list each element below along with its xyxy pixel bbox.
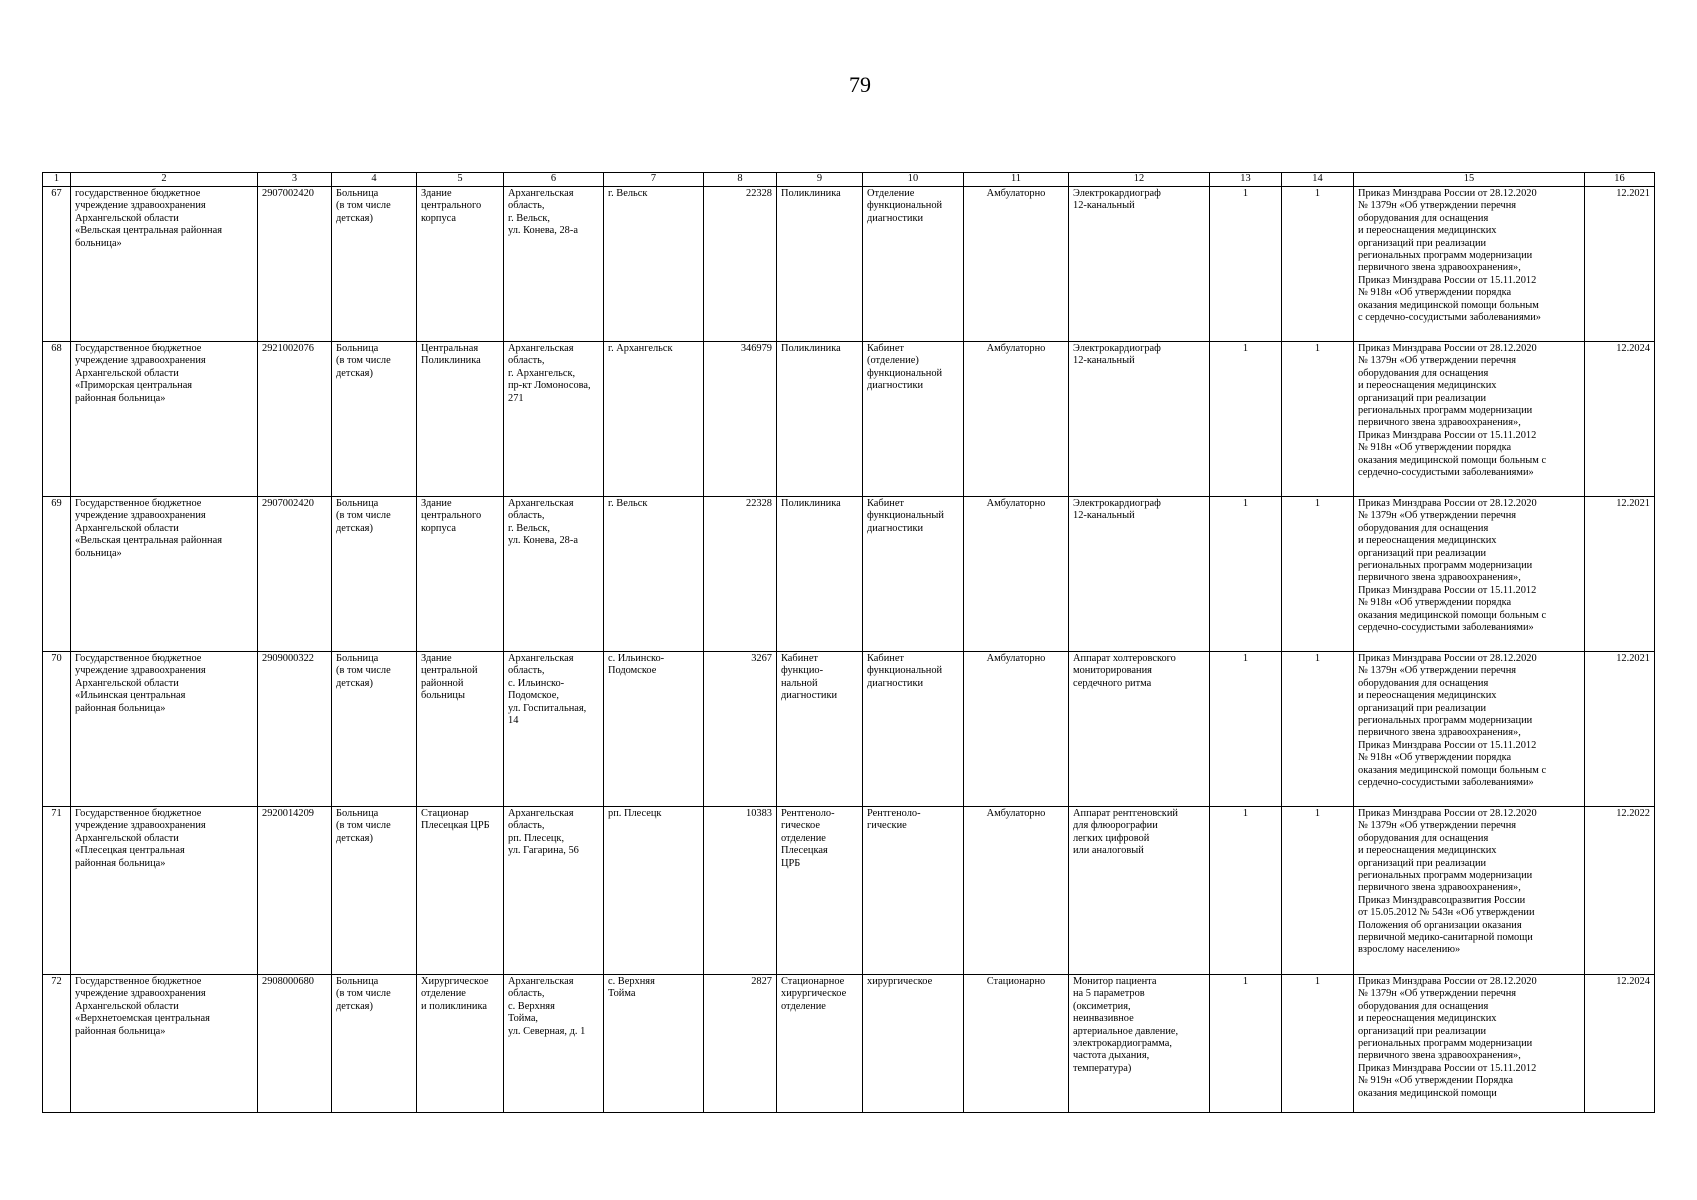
delivery-date: 12.2021 xyxy=(1585,187,1655,342)
row-number: 68 xyxy=(43,342,71,497)
building-name: Здание центральной районной больницы xyxy=(417,652,504,807)
equipment-name: Аппарат холтеровского мониторирования сердечного ритма xyxy=(1069,652,1210,807)
building-name: Хирургическое отделение и поликлиника xyxy=(417,975,504,1113)
quantity-col13: 1 xyxy=(1210,652,1282,807)
equipment-register-table xyxy=(42,172,1655,1113)
department: Кабинет функциональной диагностики xyxy=(863,652,964,807)
row-number: 70 xyxy=(43,652,71,807)
inn-code: 2909000322 xyxy=(258,652,332,807)
quantity-col14: 1 xyxy=(1282,187,1354,342)
column-header: 12 xyxy=(1069,173,1210,187)
inn-code: 2907002420 xyxy=(258,187,332,342)
population: 22328 xyxy=(704,497,777,652)
building-name: Стационар Плесецкая ЦРБ xyxy=(417,807,504,975)
delivery-date: 12.2022 xyxy=(1585,807,1655,975)
organization-name: Государственное бюджетное учреждение здравоохранения Архангельской области «Плесецкая центральная районная больница» xyxy=(71,807,258,975)
column-header: 10 xyxy=(863,173,964,187)
column-header: 7 xyxy=(604,173,704,187)
equipment-name: Электрокардиограф 12-канальный xyxy=(1069,497,1210,652)
column-header: 6 xyxy=(504,173,604,187)
address: Архангельская область, с. Верхняя Тойма, ул. Северная, д. 1 xyxy=(504,975,604,1113)
structural-unit: Рентгеноло- гическое отделение Плесецкая ЦРБ xyxy=(777,807,863,975)
locality: с. Ильинско- Подомское xyxy=(604,652,704,807)
column-header: 1 xyxy=(43,173,71,187)
address: Архангельская область, с. Ильинско- Подомское, ул. Госпитальная, 14 xyxy=(504,652,604,807)
locality: г. Архангельск xyxy=(604,342,704,497)
delivery-date: 12.2021 xyxy=(1585,497,1655,652)
quantity-col14: 1 xyxy=(1282,975,1354,1113)
column-header: 16 xyxy=(1585,173,1655,187)
department: Кабинет (отделение) функциональной диагностики xyxy=(863,342,964,497)
facility-type: Больница (в том числе детская) xyxy=(332,497,417,652)
row-number: 69 xyxy=(43,497,71,652)
quantity-col14: 1 xyxy=(1282,652,1354,807)
legal-basis: Приказ Минздрава России от 28.12.2020 № 1379н «Об утверждении перечня оборудования для оснащения и переоснащения медицинских организаций при реализации региональных программ модернизации первичного звена здравоохранения», Приказ Минздравсоцразвития России от 15.05.2012 № 543н «Об утверждении Положения об организации оказания первичной медико-санитарной помощи взрослому населению» xyxy=(1354,807,1585,975)
inn-code: 2920014209 xyxy=(258,807,332,975)
facility-type: Больница (в том числе детская) xyxy=(332,187,417,342)
table-row xyxy=(43,807,1655,975)
legal-basis: Приказ Минздрава России от 28.12.2020 № 1379н «Об утверждении перечня оборудования для оснащения и переоснащения медицинских организаций при реализации региональных программ модернизации первичного звена здравоохранения», Приказ Минздрава России от 15.11.2012 № 918н «Об утверждении порядка оказания медицинской помощи больным с сердечно-сосудистыми заболеваниями» xyxy=(1354,497,1585,652)
page-number: 79 xyxy=(849,72,871,97)
legal-basis: Приказ Минздрава России от 28.12.2020 № 1379н «Об утверждении перечня оборудования для оснащения и переоснащения медицинских организаций при реализации региональных программ модернизации первичного звена здравоохранения», Приказ Минздрава России от 15.11.2012 № 918н «Об утверждении порядка оказания медицинской помощи больным с сердечно-сосудистыми заболеваниями» xyxy=(1354,342,1585,497)
care-mode: Амбулаторно xyxy=(964,652,1069,807)
structural-unit: Стационарное хирургическое отделение xyxy=(777,975,863,1113)
column-header: 3 xyxy=(258,173,332,187)
locality: г. Вельск xyxy=(604,187,704,342)
column-header: 14 xyxy=(1282,173,1354,187)
quantity-col13: 1 xyxy=(1210,342,1282,497)
inn-code: 2921002076 xyxy=(258,342,332,497)
legal-basis: Приказ Минздрава России от 28.12.2020 № 1379н «Об утверждении перечня оборудования для оснащения и переоснащения медицинских организаций при реализации региональных программ модернизации первичного звена здравоохранения», Приказ Минздрава России от 15.11.2012 № 918н «Об утверждении порядка оказания медицинской помощи больным с сердечно-сосудистыми заболеваниями» xyxy=(1354,187,1585,342)
population: 22328 xyxy=(704,187,777,342)
organization-name: Государственное бюджетное учреждение здравоохранения Архангельской области «Вельская центральная районная больница» xyxy=(71,497,258,652)
table-row xyxy=(43,652,1655,807)
row-number: 71 xyxy=(43,807,71,975)
delivery-date: 12.2021 xyxy=(1585,652,1655,807)
address: Архангельская область, г. Вельск, ул. Конева, 28-а xyxy=(504,497,604,652)
quantity-col13: 1 xyxy=(1210,187,1282,342)
equipment-name: Электрокардиограф 12-канальный xyxy=(1069,187,1210,342)
locality: с. Верхняя Тойма xyxy=(604,975,704,1113)
table-row xyxy=(43,342,1655,497)
inn-code: 2908000680 xyxy=(258,975,332,1113)
address: Архангельская область, г. Вельск, ул. Конева, 28-а xyxy=(504,187,604,342)
column-header: 15 xyxy=(1354,173,1585,187)
organization-name: государственное бюджетное учреждение здравоохранения Архангельской области «Вельская центральная районная больница» xyxy=(71,187,258,342)
care-mode: Амбулаторно xyxy=(964,807,1069,975)
quantity-col13: 1 xyxy=(1210,975,1282,1113)
equipment-name: Монитор пациента на 5 параметров (оксиметрия, неинвазивное артериальное давление, электрокардиограмма, частота дыхания, температура) xyxy=(1069,975,1210,1113)
care-mode: Амбулаторно xyxy=(964,187,1069,342)
row-number: 67 xyxy=(43,187,71,342)
care-mode: Амбулаторно xyxy=(964,497,1069,652)
department: Рентгеноло- гические xyxy=(863,807,964,975)
structural-unit: Кабинет функцио- нальной диагностики xyxy=(777,652,863,807)
department: хирургическое xyxy=(863,975,964,1113)
column-header: 5 xyxy=(417,173,504,187)
delivery-date: 12.2024 xyxy=(1585,975,1655,1113)
building-name: Здание центрального корпуса xyxy=(417,497,504,652)
structural-unit: Поликлиника xyxy=(777,497,863,652)
equipment-name: Электрокардиограф 12-канальный xyxy=(1069,342,1210,497)
facility-type: Больница (в том числе детская) xyxy=(332,807,417,975)
column-header: 4 xyxy=(332,173,417,187)
population: 346979 xyxy=(704,342,777,497)
population: 2827 xyxy=(704,975,777,1113)
department: Отделение функциональной диагностики xyxy=(863,187,964,342)
department: Кабинет функциональный диагностики xyxy=(863,497,964,652)
table-row xyxy=(43,497,1655,652)
column-header: 9 xyxy=(777,173,863,187)
locality: рп. Плесецк xyxy=(604,807,704,975)
facility-type: Больница (в том числе детская) xyxy=(332,342,417,497)
quantity-col13: 1 xyxy=(1210,807,1282,975)
facility-type: Больница (в том числе детская) xyxy=(332,975,417,1113)
population: 10383 xyxy=(704,807,777,975)
equipment-name: Аппарат рентгеновский для флюорографии легких цифровой или аналоговый xyxy=(1069,807,1210,975)
legal-basis: Приказ Минздрава России от 28.12.2020 № 1379н «Об утверждении перечня оборудования для оснащения и переоснащения медицинских организаций при реализации региональных программ модернизации первичного звена здравоохранения», Приказ Минздрава России от 15.11.2012 № 918н «Об утверждении порядка оказания медицинской помощи больным с сердечно-сосудистыми заболеваниями» xyxy=(1354,652,1585,807)
delivery-date: 12.2024 xyxy=(1585,342,1655,497)
facility-type: Больница (в том числе детская) xyxy=(332,652,417,807)
quantity-col14: 1 xyxy=(1282,497,1354,652)
population: 3267 xyxy=(704,652,777,807)
organization-name: Государственное бюджетное учреждение здравоохранения Архангельской области «Ильинская центральная районная больница» xyxy=(71,652,258,807)
locality: г. Вельск xyxy=(604,497,704,652)
address: Архангельская область, г. Архангельск, пр-кт Ломоносова, 271 xyxy=(504,342,604,497)
quantity-col13: 1 xyxy=(1210,497,1282,652)
care-mode: Амбулаторно xyxy=(964,342,1069,497)
column-header: 13 xyxy=(1210,173,1282,187)
column-header: 11 xyxy=(964,173,1069,187)
column-number-header-row xyxy=(43,173,1655,187)
care-mode: Стационарно xyxy=(964,975,1069,1113)
organization-name: Государственное бюджетное учреждение здравоохранения Архангельской области «Приморская центральная районная больница» xyxy=(71,342,258,497)
inn-code: 2907002420 xyxy=(258,497,332,652)
legal-basis: Приказ Минздрава России от 28.12.2020 № 1379н «Об утверждении перечня оборудования для оснащения и переоснащения медицинских организаций при реализации региональных программ модернизации первичного звена здравоохранения», Приказ Минздрава России от 15.11.2012 № 919н «Об утверждении Порядка оказания медицинской помощи xyxy=(1354,975,1585,1113)
address: Архангельская область, рп. Плесецк, ул. Гагарина, 56 xyxy=(504,807,604,975)
column-header: 2 xyxy=(71,173,258,187)
quantity-col14: 1 xyxy=(1282,807,1354,975)
structural-unit: Поликлиника xyxy=(777,187,863,342)
column-header: 8 xyxy=(704,173,777,187)
quantity-col14: 1 xyxy=(1282,342,1354,497)
row-number: 72 xyxy=(43,975,71,1113)
building-name: Здание центрального корпуса xyxy=(417,187,504,342)
table-row xyxy=(43,187,1655,342)
table-row xyxy=(43,975,1655,1113)
building-name: Центральная Поликлиника xyxy=(417,342,504,497)
structural-unit: Поликлиника xyxy=(777,342,863,497)
organization-name: Государственное бюджетное учреждение здравоохранения Архангельской области «Верхнетоемская центральная районная больница» xyxy=(71,975,258,1113)
